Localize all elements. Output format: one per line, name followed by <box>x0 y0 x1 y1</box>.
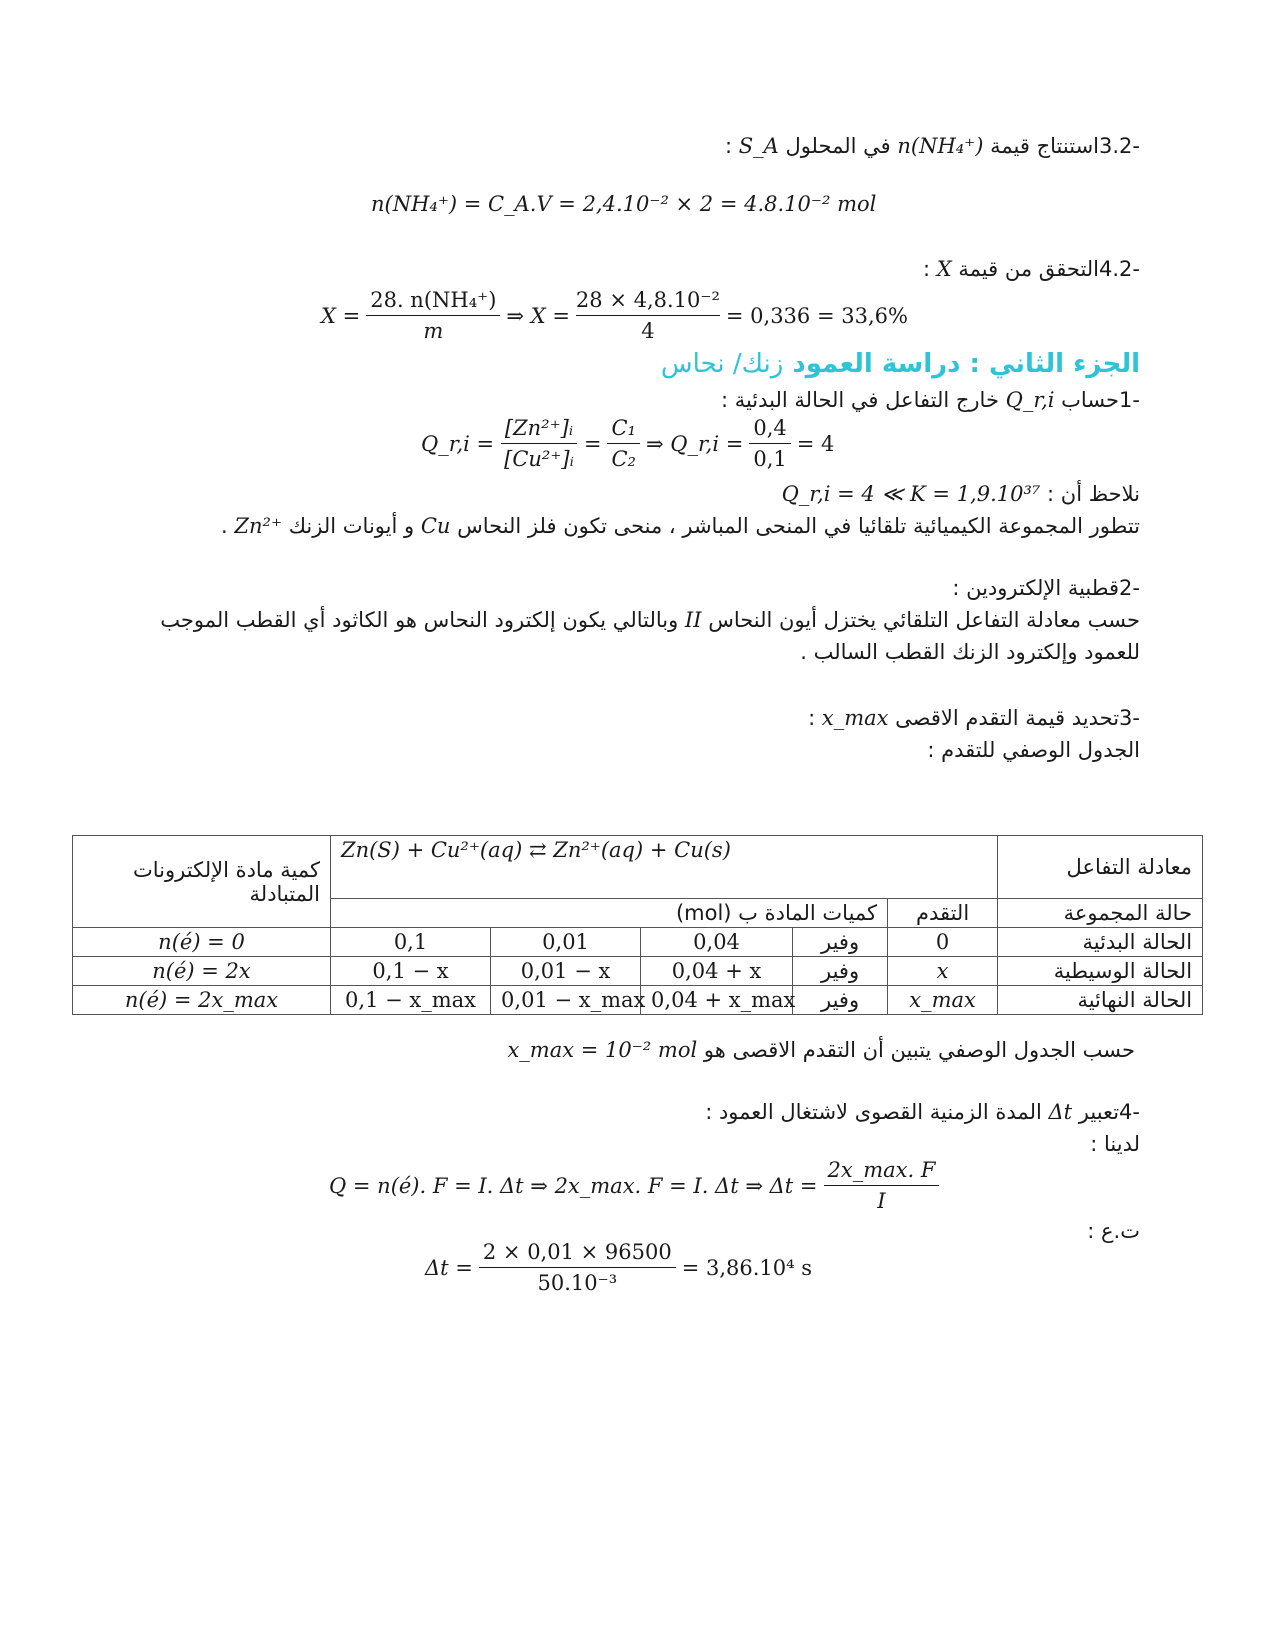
header-electrons: كمية مادة الإلكترونات المتبادلة <box>73 836 331 928</box>
eq1-den3: 0,1 <box>753 447 787 471</box>
row-state: الحالة النهائية <box>998 986 1203 1015</box>
row-zn: وفير <box>793 986 888 1015</box>
evolution-line <box>221 510 1140 542</box>
conclusion-expr: x_max = 10⁻² mol <box>507 1038 698 1062</box>
numerical-application-label <box>1087 1215 1140 1247</box>
header-equation: معادلة التفاعل <box>998 836 1203 899</box>
eq4-fraction <box>824 1158 940 1213</box>
eq1-num1: [Zn²⁺]ᵢ <box>501 416 577 444</box>
s4-label: -4تعبير <box>1078 1100 1140 1124</box>
eq1-result: = 4 <box>796 431 835 456</box>
part-2-title <box>661 346 1140 382</box>
header-reaction: Zn(S) + Cu²⁺(aq) ⇄ Zn²⁺(aq) + Cu(s) <box>331 836 998 899</box>
table-title <box>927 734 1140 766</box>
equation-3-2 <box>368 192 879 216</box>
part2-subtitle: زنك/ نحاس <box>660 349 784 379</box>
eq1-num3: 0,4 <box>749 416 790 444</box>
note-expr: Q_r,i = 4 ≪ K = 1,9.10³⁷ <box>781 482 1041 506</box>
s3-table-title: الجدول الوصفي للتقدم : <box>927 738 1140 762</box>
s42-label: -4.2التحقق من قيمة <box>958 257 1140 281</box>
header-amounts: كميات المادة ب (mol) <box>331 899 888 928</box>
s3-xmax: x_max <box>821 706 889 730</box>
eq1-lhs: Q_r,i = <box>421 431 495 456</box>
table-header-row-1 <box>73 836 1203 899</box>
eq5-den: 50.10⁻³ <box>537 1271 618 1295</box>
row-advance: 0 <box>888 928 998 957</box>
section-2-heading <box>952 572 1140 604</box>
advancement-table <box>72 835 1203 1015</box>
eq4-num: 2x_max. F <box>824 1158 940 1186</box>
row-advance: x_max <box>888 986 998 1015</box>
s2-text1: حسب معادلة التفاعل التلقائي يختزل أيون النحاس <box>708 608 1140 632</box>
s42-colon: : <box>922 257 931 281</box>
row-state: الحالة الوسيطية <box>998 957 1203 986</box>
row-zn-ion: 0,01 − x_max <box>491 986 641 1015</box>
note-line <box>782 478 1140 510</box>
s32-colon: : <box>724 134 733 158</box>
s32-mid: في المحلول <box>785 134 891 158</box>
eq42-fraction-1 <box>366 288 500 343</box>
section-2-paragraph <box>112 604 1140 668</box>
eq42-arrow: ⇒ X = <box>506 303 570 328</box>
s1-label: -1حساب <box>1061 388 1140 412</box>
evolution-and: و أيونات الزنك <box>288 514 415 538</box>
row-cu-solid: 0,1 <box>331 928 491 957</box>
section-1-heading <box>721 384 1140 416</box>
table-row <box>73 957 1203 986</box>
eq1-equals: = <box>583 431 602 456</box>
row-cu-ion: 0,04 + x_max <box>641 986 793 1015</box>
conclusion-line <box>507 1034 1135 1066</box>
eq1-fraction-2 <box>607 416 640 471</box>
eq1-fraction-3 <box>749 416 790 471</box>
note-label: نلاحظ أن : <box>1047 482 1140 506</box>
s2-label: -2قطبية الإلكترودين : <box>952 576 1140 600</box>
part2-title-text: الجزء الثاني : دراسة العمود <box>792 349 1140 379</box>
s4-rest: المدة الزمنية القصوى لاشتغال العمود : <box>705 1100 1042 1124</box>
eq5-num: 2 × 0,01 × 96500 <box>479 1240 676 1268</box>
eq5-fraction <box>479 1240 676 1295</box>
ladayna-line <box>1090 1128 1140 1160</box>
s2-ii: II <box>684 608 702 632</box>
eq4-lhs: Q = n(é). F = I. Δt ⇒ 2x_max. F = I. Δt ⇒ Δt = <box>329 1173 818 1198</box>
te-label: ت.ع : <box>1087 1219 1140 1243</box>
row-cu-solid: 0,1 − x_max <box>331 986 491 1015</box>
eq42-den1: m <box>423 319 444 343</box>
eq1-den1: [Cu²⁺]ᵢ <box>504 447 574 471</box>
eq42-num1: 28. n(NH₄⁺) <box>366 288 500 316</box>
s32-label: -3.2استنتاج قيمة <box>990 134 1140 158</box>
table-row <box>73 986 1203 1015</box>
s1-q: Q_r,i <box>1005 388 1055 412</box>
s1-rest: خارج التفاعل في الحالة البدئية : <box>720 388 999 412</box>
row-state: الحالة البدئية <box>998 928 1203 957</box>
section-4-heading <box>705 1096 1140 1128</box>
eq42-den2: 4 <box>641 319 655 343</box>
equation-4-2 <box>318 288 911 343</box>
eq42-num2: 28 × 4,8.10⁻² <box>576 288 720 316</box>
s32-expr: n(NH₄⁺) <box>897 134 984 158</box>
evolution-cu: Cu <box>420 514 451 538</box>
eq5-result: = 3,86.10⁴ s <box>681 1255 813 1280</box>
row-zn: وفير <box>793 957 888 986</box>
row-cu-ion: 0,04 + x <box>641 957 793 986</box>
eq42-result: = 0,336 = 33,6% <box>725 303 908 328</box>
conclusion-text: حسب الجدول الوصفي يتبين أن التقدم الاقصى هو <box>703 1038 1135 1062</box>
row-advance: x <box>888 957 998 986</box>
row-cu-solid: 0,1 − x <box>331 957 491 986</box>
eq1-arrow: ⇒ Q_r,i = <box>645 431 744 456</box>
evolution-zn: Zn²⁺ <box>234 514 283 538</box>
header-state: حالة المجموعة <box>998 899 1203 928</box>
row-cu-ion: 0,04 <box>641 928 793 957</box>
row-electrons: n(é) = 2x_max <box>73 986 331 1015</box>
eq4-den: I <box>877 1189 886 1213</box>
s4-ladayna: لدينا : <box>1090 1132 1140 1156</box>
header-advance: التقدم <box>888 899 998 928</box>
eq1-fraction-1 <box>500 416 578 471</box>
s2-text2: وبالتالي يكون إلكترود النحاس هو الكاثود أي القطب الموجب للعمود وإلكترود الزنك القطب السالب . <box>160 608 1140 664</box>
eq42-fraction-2 <box>576 288 720 343</box>
section-3-heading <box>808 702 1140 734</box>
section-4-2-heading <box>923 253 1140 285</box>
evolution-end: . <box>221 514 228 538</box>
eq42-lhs: X = <box>321 303 361 328</box>
equation-1 <box>418 416 837 471</box>
equation-5 <box>422 1240 815 1295</box>
eq5-lhs: Δt = <box>425 1255 473 1280</box>
evolution-text: تتطور المجموعة الكيميائية تلقائيا في المنحى المباشر ، منحى تكون فلز النحاس <box>457 514 1140 538</box>
s4-dt: Δt <box>1048 1100 1073 1124</box>
row-electrons: n(é) = 2x <box>73 957 331 986</box>
equation-4 <box>326 1158 942 1213</box>
section-3-2-heading <box>725 130 1140 162</box>
row-zn-ion: 0,01 <box>491 928 641 957</box>
row-zn-ion: 0,01 − x <box>491 957 641 986</box>
eq1-num2: C₁ <box>607 416 640 444</box>
s3-label: -3تحديد قيمة التقدم الاقصى <box>895 706 1140 730</box>
s42-var: X <box>936 257 952 281</box>
s32-solution: S_A <box>738 134 779 158</box>
row-zn: وفير <box>793 928 888 957</box>
table-row <box>73 928 1203 957</box>
row-electrons: n(é) = 0 <box>73 928 331 957</box>
eq1-den2: C₂ <box>611 447 636 471</box>
s3-colon: : <box>808 706 816 730</box>
eq32-text: n(NH₄⁺) = C_A.V = 2,4.10⁻² × 2 = 4.8.10⁻² mol <box>371 192 877 216</box>
